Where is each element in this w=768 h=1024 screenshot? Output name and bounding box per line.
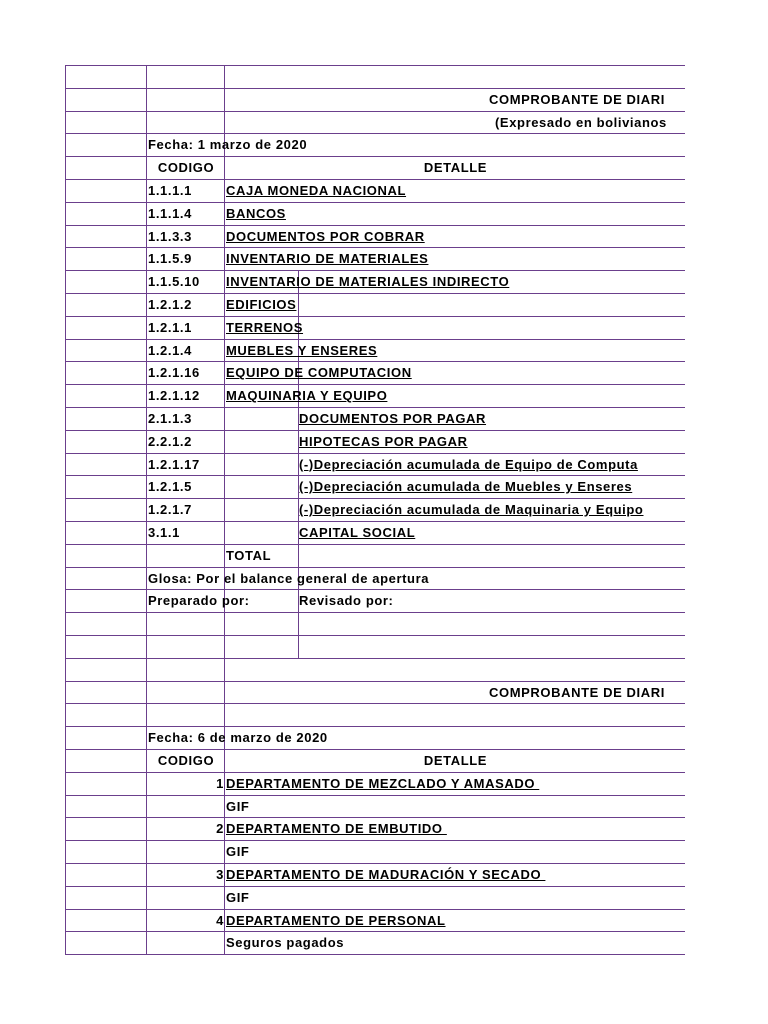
- journal1-revisado: Revisado por:: [299, 593, 394, 609]
- account-code: 3.1.1: [148, 525, 180, 540]
- journal1-entry-row: [65, 498, 685, 521]
- account-code: 2.2.1.2: [148, 433, 192, 449]
- account-name: EQUIPO DE COMPUTACION: [226, 365, 412, 381]
- account-name: GIF: [226, 889, 250, 905]
- journal1-entry-row: [65, 384, 685, 407]
- spreadsheet: [65, 65, 685, 955]
- account-name: TERRENOS: [226, 319, 304, 335]
- journal1-entry-row: [65, 361, 685, 384]
- journal1-col-codigo: CODIGO: [157, 160, 215, 176]
- journal2-entry-row: [65, 886, 685, 909]
- account-name: (-)Depreciación acumulada de Muebles y Enseres: [299, 479, 633, 495]
- journal1-total: TOTAL: [226, 547, 272, 563]
- account-code: 1.1.1.4: [148, 205, 192, 221]
- account-name: MUEBLES Y ENSERES: [226, 342, 378, 358]
- journal2-col-codigo: CODIGO: [157, 753, 215, 768]
- journal1-entry-row: [65, 270, 685, 293]
- journal1-col-detalle: DETALLE: [423, 160, 488, 176]
- journal1-entry-row: [65, 339, 685, 362]
- account-code: 1: [216, 775, 224, 791]
- account-name: DEPARTAMENTO DE PERSONAL: [226, 912, 446, 928]
- row-header-2: [65, 749, 685, 772]
- account-name: DOCUMENTOS POR PAGAR: [299, 411, 487, 426]
- row-title-1: [65, 88, 685, 111]
- account-name: INVENTARIO DE MATERIALES INDIRECTO: [226, 274, 510, 290]
- journal1-entry-row: [65, 407, 685, 430]
- account-name: (-)Depreciación acumulada de Equipo de Computa: [299, 456, 638, 472]
- row-signatures-1: [65, 589, 685, 612]
- journal1-entry-row: [65, 202, 685, 225]
- account-code: 1.2.1.16: [148, 365, 200, 381]
- account-code: [148, 795, 224, 818]
- row-fecha-2: [65, 726, 685, 749]
- account-name: HIPOTECAS POR PAGAR: [299, 433, 468, 449]
- journal2-entry-row: [65, 931, 685, 954]
- account-name: MAQUINARIA Y EQUIPO: [226, 388, 388, 404]
- account-code: 1.2.1.4: [148, 342, 192, 358]
- account-code: 1.1.5.10: [148, 274, 200, 290]
- journal2-fecha: Fecha: 6 de marzo de 2020: [148, 730, 328, 746]
- account-code: 1.2.1.7: [148, 502, 192, 518]
- journal1-entry-row: [65, 225, 685, 248]
- account-name: CAPITAL SOCIAL: [299, 525, 416, 540]
- journal1-entry-row: [65, 430, 685, 453]
- journal2-entry-row: [65, 840, 685, 863]
- journal1-entry-row: [65, 179, 685, 202]
- account-name: Seguros pagados: [226, 935, 345, 951]
- journal1-entry-row: [65, 475, 685, 498]
- journal1-entry-row: [65, 453, 685, 476]
- account-name: GIF: [226, 798, 250, 814]
- row-title-2: [65, 681, 685, 704]
- journal2-entry-row: [65, 909, 685, 932]
- account-code: 1.1.3.3: [148, 228, 192, 244]
- account-code: 2.1.1.3: [148, 411, 192, 426]
- account-name: EDIFICIOS: [226, 297, 297, 312]
- account-name: BANCOS: [226, 205, 286, 221]
- journal2-title: COMPROBANTE DE DIARI: [489, 684, 665, 700]
- journal1-subtitle: (Expresado en bolivianos: [495, 114, 667, 130]
- row-header-1: [65, 156, 685, 179]
- account-name: INVENTARIO DE MATERIALES: [226, 251, 429, 267]
- account-code: 4: [216, 912, 224, 928]
- account-name: (-)Depreciación acumulada de Maquinaria y Equipo: [299, 502, 644, 518]
- journal1-glosa: Glosa: Por el balance general de apertura: [148, 570, 430, 586]
- account-code: 2: [216, 821, 224, 837]
- account-code: [148, 840, 224, 863]
- account-code: 1.1.5.9: [148, 251, 192, 267]
- journal2-entry-row: [65, 772, 685, 795]
- account-code: 1.2.1.2: [148, 297, 192, 312]
- journal2-entry-row: [65, 817, 685, 840]
- account-code: 1.2.1.12: [148, 388, 200, 404]
- journal2-col-detalle: DETALLE: [423, 753, 488, 768]
- account-name: DOCUMENTOS POR COBRAR: [226, 228, 425, 244]
- account-name: CAJA MONEDA NACIONAL: [226, 183, 407, 198]
- journal1-fecha: Fecha: 1 marzo de 2020: [148, 137, 308, 153]
- account-code: 1.2.1.17: [148, 456, 200, 472]
- account-code: 1.1.1.1: [148, 183, 192, 198]
- account-code: 1.2.1.5: [148, 479, 192, 495]
- journal2-entry-row: [65, 863, 685, 886]
- journal1-entry-row: [65, 521, 685, 544]
- account-code: [148, 931, 224, 954]
- journal1-title: COMPROBANTE DE DIARI: [489, 91, 665, 107]
- row-fecha-1: [65, 133, 685, 156]
- journal2-entry-row: [65, 795, 685, 818]
- account-name: DEPARTAMENTO DE EMBUTIDO: [226, 821, 447, 837]
- journal1-entry-row: [65, 247, 685, 270]
- account-name: DEPARTAMENTO DE MEZCLADO Y AMASADO: [226, 775, 540, 791]
- account-name: GIF: [226, 844, 250, 860]
- journal1-entry-row: [65, 316, 685, 339]
- journal1-preparado: Preparado por:: [148, 593, 250, 609]
- row-total-1: [65, 544, 685, 567]
- account-code: 1.2.1.1: [148, 319, 192, 335]
- account-name: DEPARTAMENTO DE MADURACIÓN Y SECADO: [226, 867, 546, 882]
- account-code: [148, 886, 224, 909]
- journal1-entry-row: [65, 293, 685, 316]
- row-subtitle-1: [65, 111, 685, 134]
- account-code: 3: [216, 867, 224, 882]
- row-glosa-1: [65, 567, 685, 590]
